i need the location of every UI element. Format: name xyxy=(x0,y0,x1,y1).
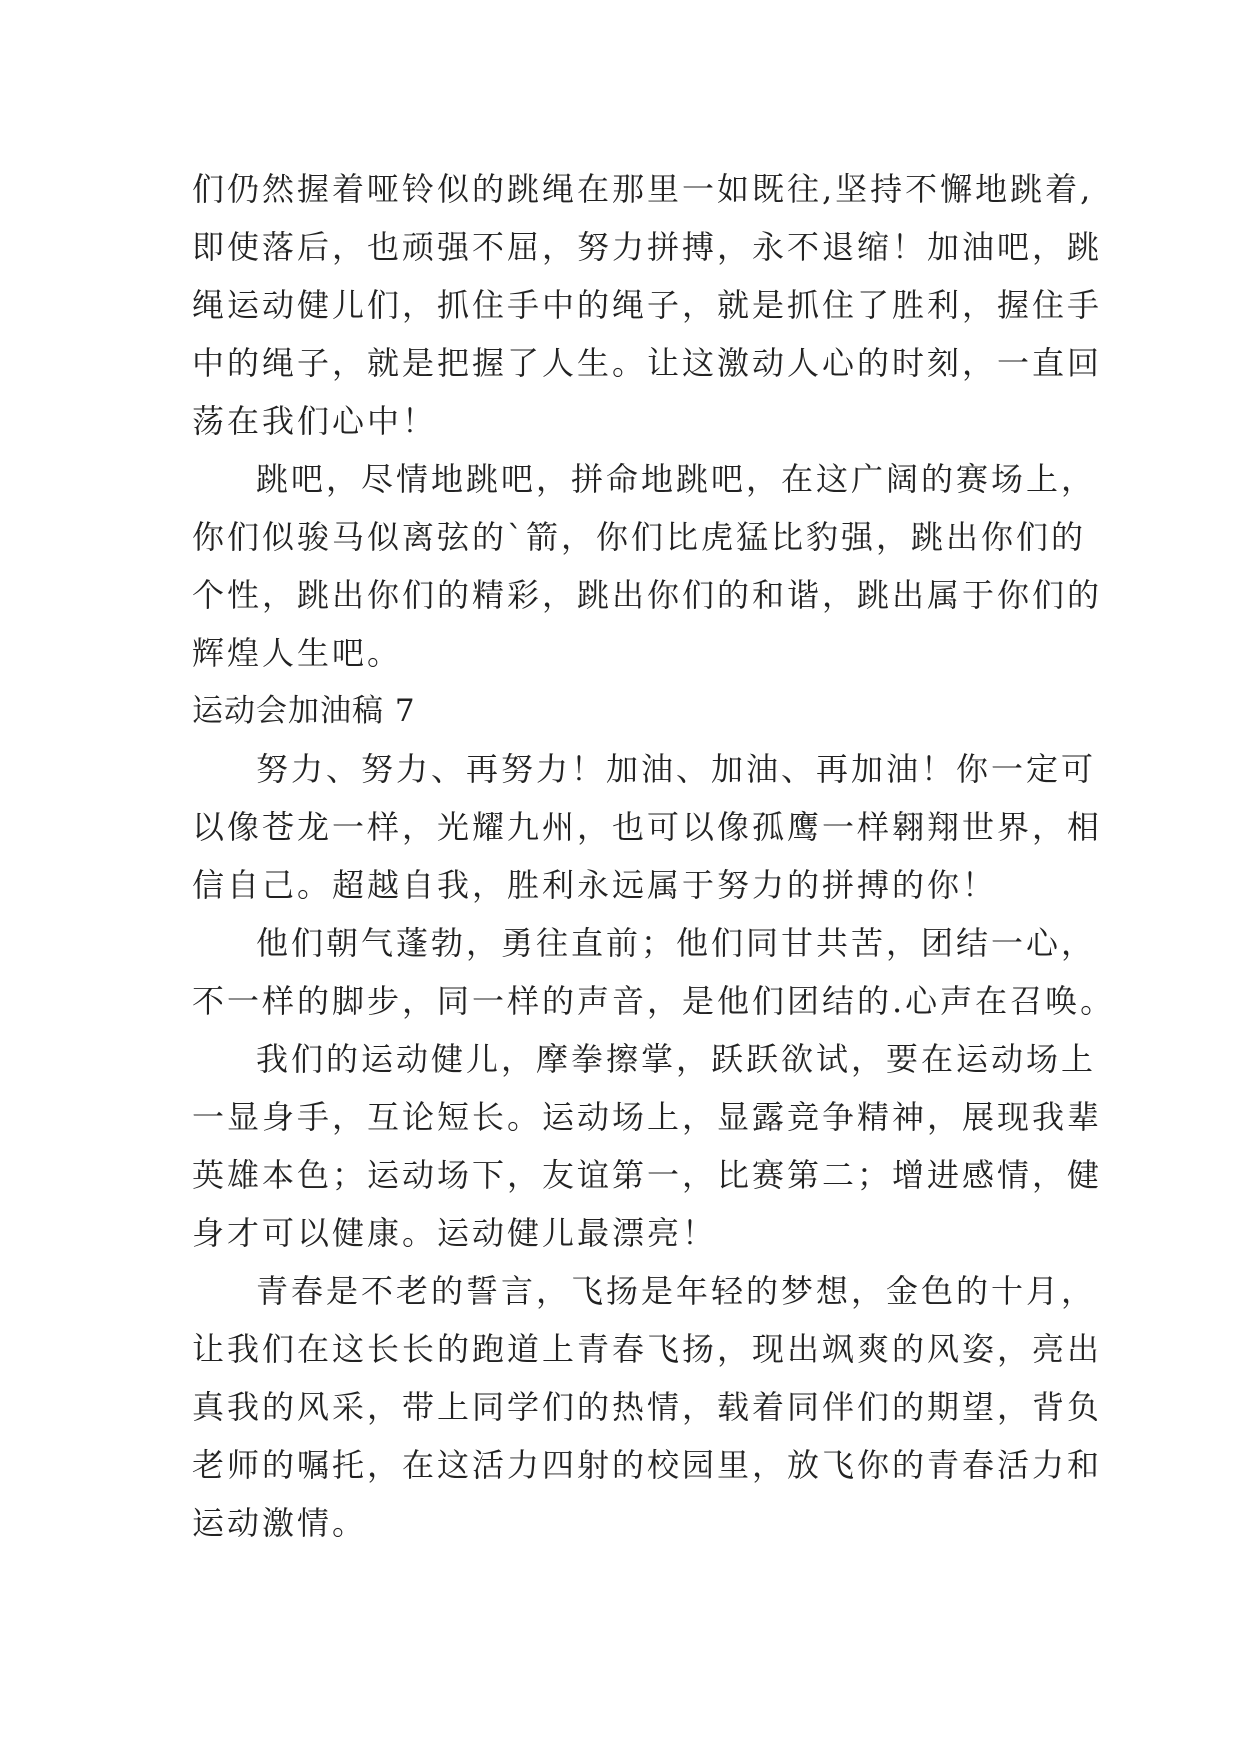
text-line: 荡在我们心中！ xyxy=(192,402,438,440)
paragraph xyxy=(192,1262,1103,1552)
text-line: 一显身手，互论短长。运动场上，显露竞争精神，展现我辈 xyxy=(192,1098,1103,1136)
text-line: 信自己。超越自我，胜利永远属于努力的拼搏的你！ xyxy=(192,866,998,904)
text-line: 让我们在这长长的跑道上青春飞扬，现出飒爽的风姿，亮出 xyxy=(192,1330,1103,1368)
text-line: 我们的运动健儿，摩拳擦掌，跃跃欲试，要在运动场上 xyxy=(256,1040,1097,1078)
paragraph xyxy=(192,1030,1103,1262)
text-line: 即使落后，也顽强不屈，努力拼搏，永不退缩！加油吧，跳 xyxy=(192,228,1103,266)
text-line: 真我的风采，带上同学们的热情，载着同伴们的期望，背负 xyxy=(192,1388,1103,1426)
text-line: 身才可以健康。运动健儿最漂亮！ xyxy=(192,1214,718,1252)
text-line: 跳吧，尽情地跳吧，拼命地跳吧，在这广阔的赛场上， xyxy=(256,460,1097,498)
text-line: 辉煌人生吧。 xyxy=(192,634,403,672)
text-line: 们仍然握着哑铃似的跳绳在那里一如既往,坚持不懈地跳着, xyxy=(192,170,1094,208)
text-line: 绳运动健儿们，抓住手中的绳子，就是抓住了胜利，握住手 xyxy=(192,286,1103,324)
text-line: 努力、努力、再努力！加油、加油、再加油！你一定可 xyxy=(256,750,1097,788)
text-line: 以像苍龙一样，光耀九州，也可以像孤鹰一样翱翔世界，相 xyxy=(192,808,1103,846)
paragraph xyxy=(192,740,1103,914)
text-line: 青春是不老的誓言，飞扬是年轻的梦想，金色的十月， xyxy=(256,1272,1097,1310)
text-line: 他们朝气蓬勃，勇往直前；他们同甘共苦，团结一心， xyxy=(256,924,1097,962)
text-line: 个性，跳出你们的精彩，跳出你们的和谐，跳出属于你们的 xyxy=(192,576,1103,614)
document-body xyxy=(192,160,1116,1552)
section-heading: 运动会加油稿 7 xyxy=(192,693,416,729)
text-line: 中的绳子，就是把握了人生。让这激动人心的时刻，一直回 xyxy=(192,344,1103,382)
text-line: 你们似骏马似离弦的`箭，你们比虎猛比豹强，跳出你们的 xyxy=(192,518,1087,556)
text-line: 不一样的脚步，同一样的声音，是他们团结的.心声在召唤。 xyxy=(192,982,1116,1020)
text-line: 老师的嘱托，在这活力四射的校园里，放飞你的青春活力和 xyxy=(192,1446,1103,1484)
text-line: 运动激情。 xyxy=(192,1504,368,1542)
text-line: 英雄本色；运动场下，友谊第一，比赛第二；增进感情，健 xyxy=(192,1156,1103,1194)
paragraph xyxy=(192,914,1116,1030)
paragraph xyxy=(192,450,1103,682)
paragraph xyxy=(192,160,1103,450)
